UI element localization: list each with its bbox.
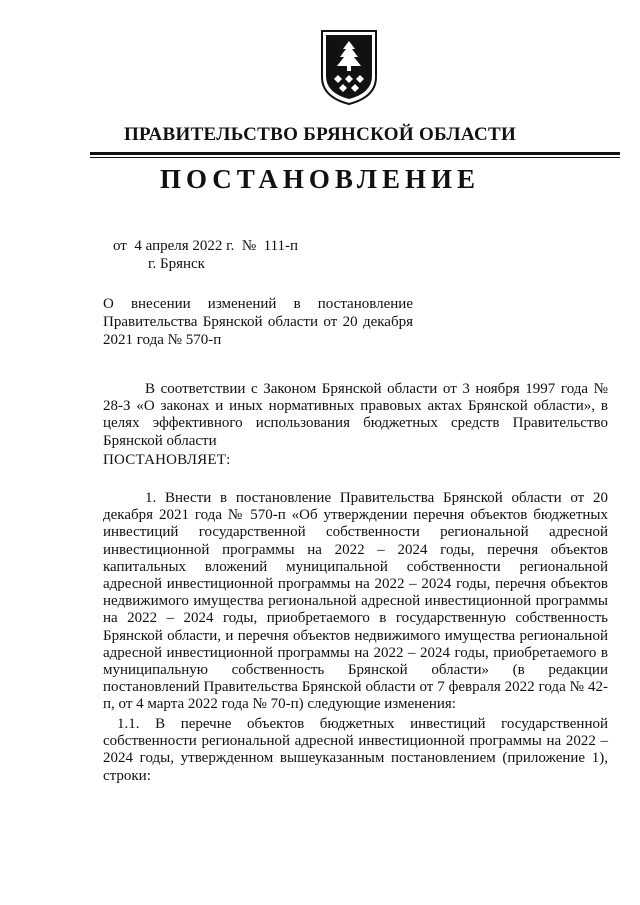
document-subject: О внесении изменений в постановление Правительства Брянской области от 20 декабря 2021 года № 570-п (103, 296, 413, 348)
header-divider-thin (90, 157, 620, 158)
item-1-paragraph: 1. Внести в постановление Правительства Брянской области от 20 декабря 2021 года № 570-п «Об утверждении перечня объектов бюджетных инвестиций государственной собственности региональной адресной инвестиционной программы на 2022 – 2024 годы, перечня объектов капитальных вложений муниципальной собственности региональной адресной инвестиционной программы на 2022 – 2024 годы, перечня объектов недвижимого имущества региональной адресной инвестиционной программы на 2022 – 2024 годы, приобретаемого в государственную собственность Брянской области, и перечня объектов недвижимого имущества региональной адресной инвестиционной программы на 2022 – 2024 годы, приобретаемого в муниципальную собственность Брянской области» (в редакции постановлений Правительства Брянской области от 7 февраля 2022 года № 42-п, от 4 марта 2022 года № 70-п) следующие изменения: (103, 490, 608, 713)
coat-of-arms-emblem (318, 27, 380, 107)
date-number-line: от 4 апреля 2022 г. № 111-п (113, 238, 299, 254)
intro-paragraph: В соответствии с Законом Брянской области от 3 ноября 1997 года № 28-З «О законах и иных нормативных правовых актах Брянской области», в целях эффективного использования бюджетных средств Правительство Брянской области (103, 381, 608, 449)
organization-title: ПРАВИТЕЛЬСТВО БРЯНСКОЙ ОБЛАСТИ (123, 124, 517, 145)
city-line: г. Брянск (148, 256, 205, 272)
document-type-title: ПОСТАНОВЛЕНИЕ (159, 164, 481, 194)
decree-word: ПОСТАНОВЛЯЕТ: (103, 452, 231, 468)
header-divider-thick (90, 152, 620, 155)
item-1-1-paragraph: 1.1. В перечне объектов бюджетных инвестиций государственной собственности региональной адресной инвестиционной программы на 2022 – 2024 годы, утвержденном вышеуказанным постановлением (приложение 1), строки: (103, 716, 608, 784)
